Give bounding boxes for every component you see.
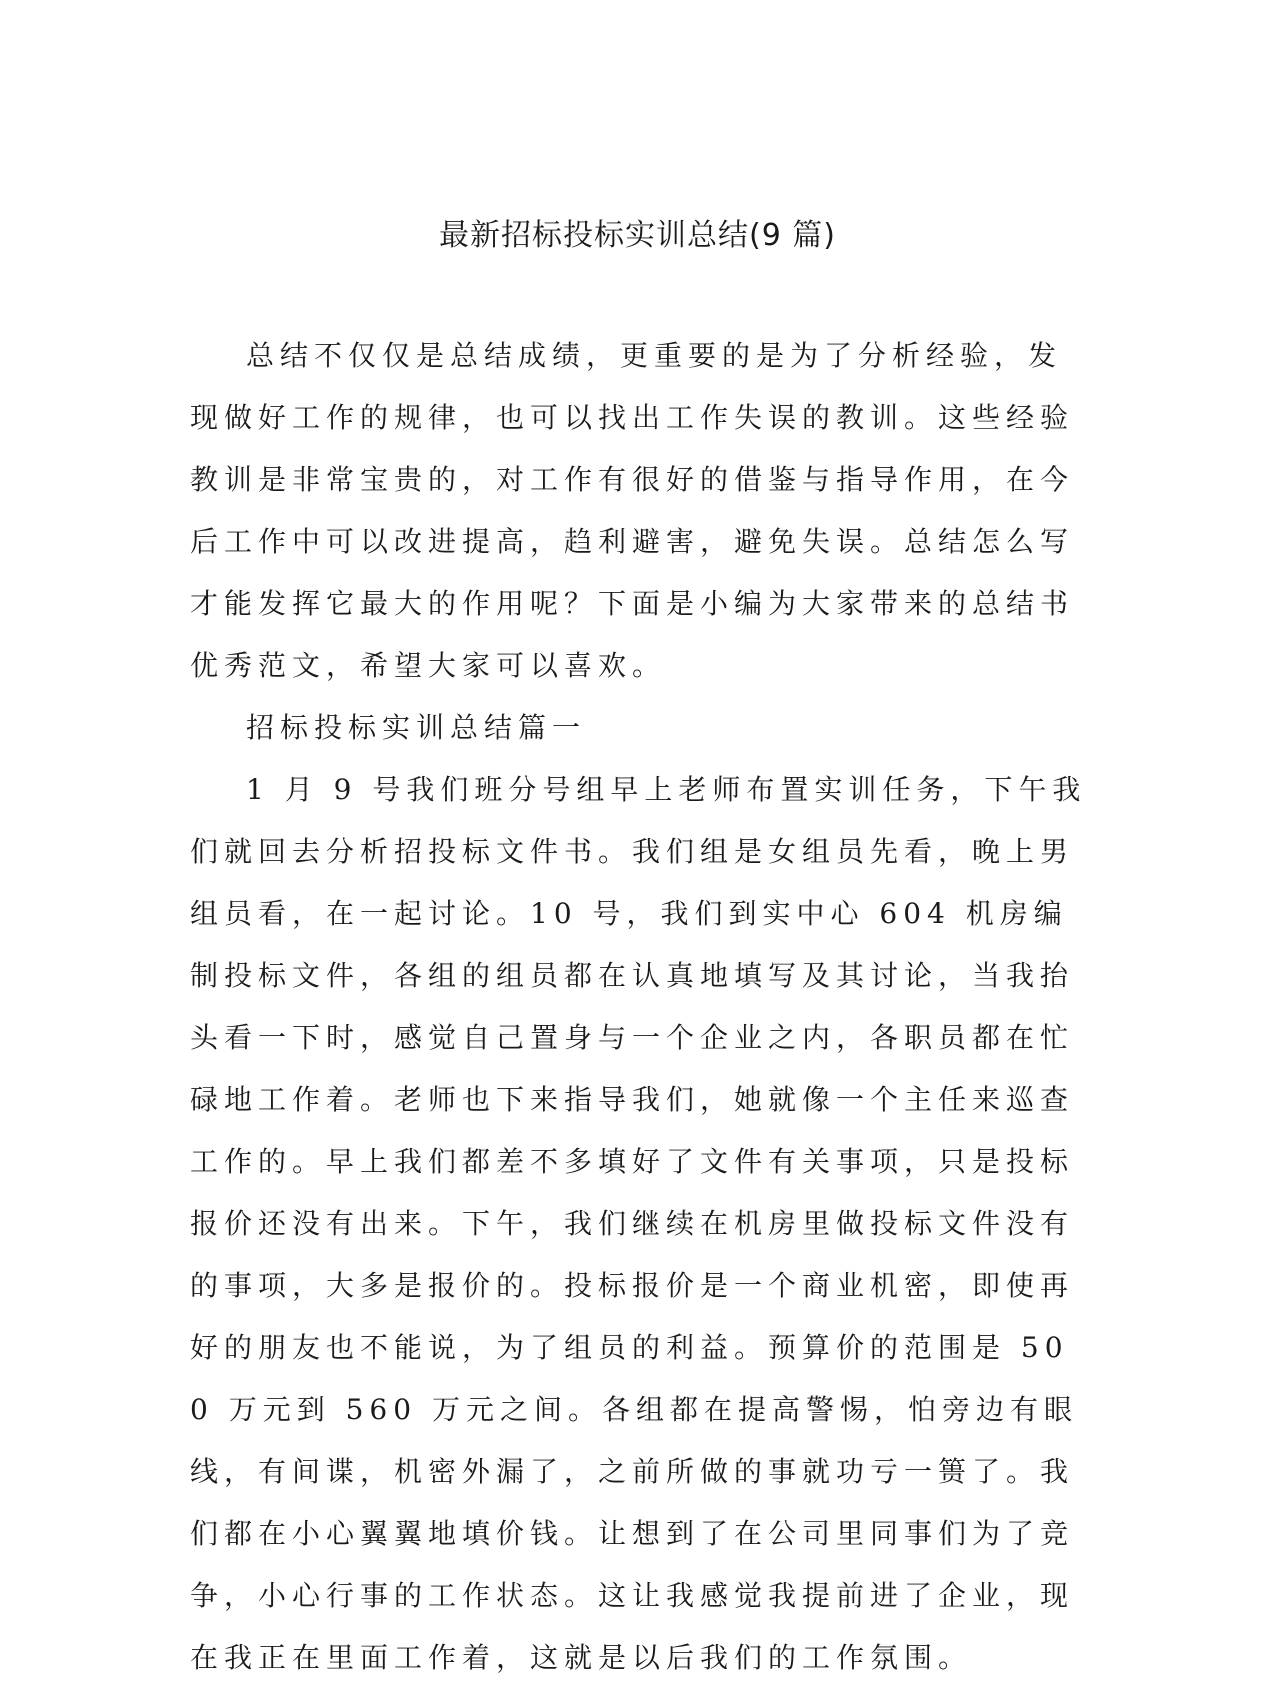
intro-paragraph: 总结不仅仅是总结成绩，更重要的是为了分析经验，发现做好工作的规律，也可以找出工作失误的教训。这些经验教训是非常宝贵的，对工作有很好的借鉴与指导作用，在今后工作中可以改进提高，趋利避害，避免失误。总结怎么写才能发挥它最大的作用呢？下面是小编为大家带来的总结书优秀范文，希望大家可以喜欢。	[190, 339, 1075, 682]
section-heading: 招标投标实训总结篇一	[246, 711, 587, 744]
document-body	[190, 325, 1090, 1689]
body-paragraph: 1 月 9 号我们班分号组早上老师布置实训任务，下午我们就回去分析招投标文件书。我们组是女组员先看，晚上男组员看，在一起讨论。10 号，我们到实中心 604 机房编制投标文件，各组的组员都在认真地填写及其讨论，当我抬头看一下时，感觉自己置身与一个企业之内，各职员都在忙碌地工作着。老师也下来指导我们，她就像一个主任来巡查工作的。早上我们都差不多填好了文件有关事项，只是投标报价还没有出来。下午，我们继续在机房里做投标文件没有的事项，大多是报价的。投标报价是一个商业机密，即使再好的朋友也不能说，为了组员的利益。预算价的范围是 500 万元到 560 万元之间。各组都在提高警惕，怕旁边有眼线，有间谍，机密外漏了，之前所做的事就功亏一篑了。我们都在小心翼翼地填价钱。让想到了在公司里同事们为了竞争，小心行事的工作状态。这让我感觉我提前进了企业，现在我正在里面工作着，这就是以后我们的工作氛围。	[190, 773, 1087, 1674]
document-title: 最新招标投标实训总结(9 篇)	[438, 218, 837, 253]
